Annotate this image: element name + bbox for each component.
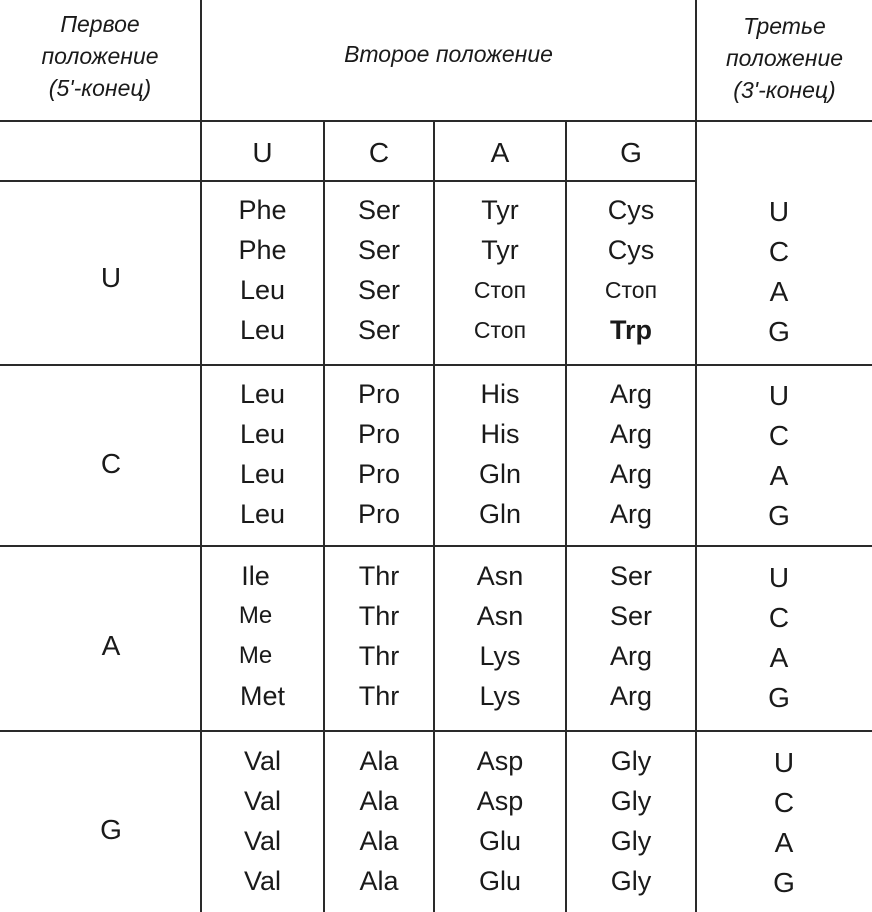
first-base-a: A <box>101 630 121 661</box>
amino-acid: Arg <box>609 459 653 489</box>
amino-acid: Trp <box>609 315 652 345</box>
amino-acid: Leu <box>239 379 286 409</box>
amino-acid: Ile <box>241 561 270 591</box>
amino-acid: Gly <box>610 786 652 816</box>
amino-acid: Arg <box>609 419 653 449</box>
amino-acid: Ser <box>357 315 401 345</box>
amino-acid: Val <box>243 826 282 856</box>
amino-acid-column <box>325 556 433 716</box>
third-base: G <box>768 682 790 713</box>
amino-acid: Ala <box>359 866 399 896</box>
amino-acid: Glu <box>478 826 522 856</box>
amino-acid: Ala <box>359 746 399 776</box>
amino-acid: Cys <box>607 195 655 225</box>
amino-acid: Leu <box>239 315 286 345</box>
amino-acid: Ala <box>359 786 399 816</box>
second-base-c: C <box>368 137 390 168</box>
second-base-a: A <box>490 137 510 168</box>
amino-acid: Thr <box>358 601 400 631</box>
third-base: U <box>768 196 790 227</box>
amino-acid: Pro <box>357 459 401 489</box>
third-base: C <box>768 420 790 451</box>
amino-acid-column <box>567 556 695 716</box>
amino-acid: Pro <box>357 499 401 529</box>
divider <box>0 730 872 732</box>
amino-acid: Стоп <box>473 317 527 343</box>
amino-acid: Arg <box>609 379 653 409</box>
first-base-g: G <box>100 814 122 845</box>
third-base: G <box>768 316 790 347</box>
third-base: U <box>768 380 790 411</box>
amino-acid-column <box>325 190 433 350</box>
divider <box>0 364 872 366</box>
amino-acid: Phe <box>238 235 287 265</box>
amino-acid-column <box>435 556 565 716</box>
amino-acid: Arg <box>609 499 653 529</box>
amino-acid: Ser <box>357 235 401 265</box>
amino-acid-column <box>202 190 323 350</box>
amino-acid: Thr <box>358 641 400 671</box>
amino-acid: Gln <box>478 459 522 489</box>
third-base-column <box>697 376 861 536</box>
amino-acid: Val <box>243 746 282 776</box>
amino-acid: Me <box>238 602 273 629</box>
amino-acid: Asp <box>476 786 524 816</box>
amino-acid: Arg <box>609 641 653 671</box>
amino-acid: Lys <box>479 681 521 711</box>
amino-acid: Me <box>238 642 273 669</box>
third-base: G <box>768 500 790 531</box>
amino-acid-column <box>435 374 565 534</box>
amino-acid-column <box>325 374 433 534</box>
amino-acid: Leu <box>239 459 286 489</box>
amino-acid: Leu <box>239 499 286 529</box>
amino-acid: Glu <box>478 866 522 896</box>
amino-acid-column <box>202 741 323 901</box>
third-position-header: Третье положение (3'-конец) <box>725 13 844 103</box>
third-base-column <box>697 192 861 352</box>
amino-acid: Tyr <box>481 235 519 265</box>
amino-acid: Ala <box>359 826 399 856</box>
first-position-header: Первое положение (5'-конец) <box>41 11 159 101</box>
amino-acid: Стоп <box>604 277 658 303</box>
first-base-c: C <box>100 448 122 479</box>
second-base-g: G <box>620 137 642 168</box>
third-base: A <box>769 460 789 491</box>
amino-acid: Lys <box>479 641 521 671</box>
amino-acid: His <box>480 419 520 449</box>
amino-acid: Val <box>243 866 282 896</box>
amino-acid: Thr <box>358 681 400 711</box>
third-base: U <box>768 562 790 593</box>
amino-acid: Asn <box>476 561 524 591</box>
second-position-header: Второе положение <box>344 41 553 67</box>
third-base: U <box>773 747 795 778</box>
amino-acid: Gly <box>610 826 652 856</box>
amino-acid-column <box>435 190 565 350</box>
divider <box>0 545 872 547</box>
third-base: C <box>768 602 790 633</box>
amino-acid-column <box>567 374 695 534</box>
amino-acid: Leu <box>239 419 286 449</box>
amino-acid-column <box>567 190 695 350</box>
amino-acid-column <box>325 741 433 901</box>
divider <box>0 180 697 182</box>
amino-acid: Cys <box>607 235 655 265</box>
amino-acid-column <box>202 556 323 716</box>
amino-acid: Gly <box>610 866 652 896</box>
third-base-column <box>697 743 871 903</box>
amino-acid: Gly <box>610 746 652 776</box>
amino-acid-column <box>567 741 695 901</box>
amino-acid: Val <box>243 786 282 816</box>
third-base: G <box>773 867 795 898</box>
amino-acid: Pro <box>357 379 401 409</box>
amino-acid: Tyr <box>481 195 519 225</box>
third-base: C <box>773 787 795 818</box>
second-base-u: U <box>252 137 273 168</box>
amino-acid: Gln <box>478 499 522 529</box>
amino-acid: Стоп <box>473 277 527 303</box>
third-base-column <box>697 558 861 718</box>
amino-acid: Pro <box>357 419 401 449</box>
third-base: C <box>768 236 790 267</box>
amino-acid: Thr <box>358 561 400 591</box>
third-base: A <box>769 642 789 673</box>
third-base: A <box>774 827 794 858</box>
first-base-u: U <box>100 262 122 293</box>
amino-acid: Ser <box>609 561 653 591</box>
amino-acid: Leu <box>239 275 286 305</box>
amino-acid-column <box>202 374 323 534</box>
amino-acid: Asp <box>476 746 524 776</box>
amino-acid: Met <box>239 681 285 711</box>
amino-acid: Ser <box>357 275 401 305</box>
divider <box>0 120 872 122</box>
amino-acid-column <box>435 741 565 901</box>
amino-acid: His <box>480 379 520 409</box>
amino-acid: Asn <box>476 601 524 631</box>
amino-acid: Ser <box>357 195 401 225</box>
third-base: A <box>769 276 789 307</box>
amino-acid: Ser <box>609 601 653 631</box>
amino-acid: Phe <box>238 195 287 225</box>
amino-acid: Arg <box>609 681 653 711</box>
